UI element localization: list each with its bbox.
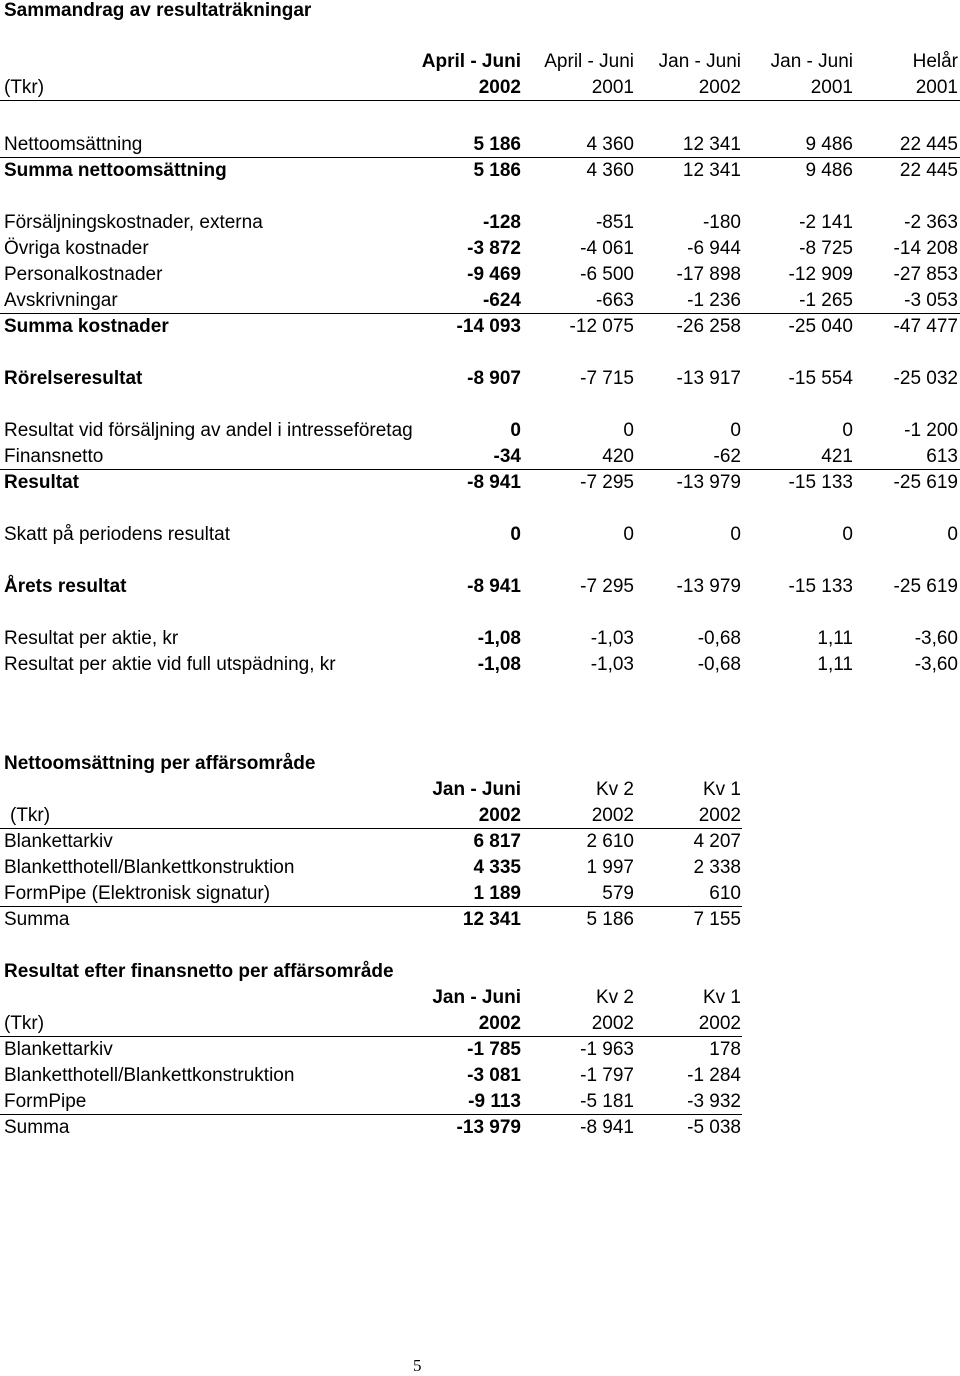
cell-apr-jun-2001: 4 360 [586,134,634,155]
header-year-apr-jun-2002: 2002 [478,77,521,98]
header-unit: (Tkr) [4,1013,45,1034]
cell-apr-jun-2002: -9 469 [467,264,521,285]
row-personalkostnader [0,262,960,288]
cell-jan-jun-2001: -8 725 [799,238,853,259]
cell-jan-jun-2002: -3 081 [467,1065,521,1086]
cell-apr-jun-2001: -12 075 [569,316,634,337]
cell-apr-jun-2002: -8 907 [467,368,521,389]
row-label: Personalkostnader [4,264,163,285]
row-label: Rörelseresultat [4,368,143,389]
row-finansnetto [0,444,960,470]
cell-jan-jun-2002: -17 898 [676,264,741,285]
cell-full-year-2001: -47 477 [893,316,958,337]
row-spacer [0,548,960,574]
cell-jan-jun-2002: -1 236 [687,290,741,311]
row-ovriga-kostnader [0,236,960,262]
header-full-year-2001: Helår [912,51,958,72]
cell-jan-jun-2002: 6 817 [473,831,521,852]
cell-q2-2002: 579 [602,883,634,904]
cell-jan-jun-2001: 1,11 [817,628,853,649]
cell-jan-jun-2001: 0 [842,420,853,441]
cell-apr-jun-2001: -6 500 [580,264,634,285]
income-summary-header [0,49,960,101]
cell-jan-jun-2002: -0,68 [697,654,741,675]
cell-jan-jun-2001: 9 486 [805,134,853,155]
cell-full-year-2001: 613 [926,446,958,467]
cell-jan-jun-2002: -6 944 [687,238,741,259]
header-jan-jun-2001: Jan - Juni [770,51,853,72]
cell-apr-jun-2002: 0 [510,524,521,545]
section-title-revenue-by-segment: Nettoomsättning per affärsområde [4,753,316,774]
cell-jan-jun-2002: -180 [702,212,741,233]
header-jan-jun-2002: Jan - Juni [432,987,521,1008]
cell-jan-jun-2001: -15 133 [788,576,853,597]
income-summary-table [0,132,960,678]
cell-apr-jun-2002: 5 186 [473,160,521,181]
header-year-row [0,1011,742,1037]
header-q2-2002: Kv 2 [595,987,634,1008]
header-year-jan-jun-2002: 2002 [698,77,741,98]
row-label: Resultat per aktie vid full utspädning, kr [4,654,336,675]
header-blank [0,49,420,75]
segment-tables [0,751,742,1141]
row-label: Summa kostnader [4,316,169,337]
row-avskrivningar [0,288,960,314]
cell-jan-jun-2001: 9 486 [805,160,853,181]
cell-apr-jun-2002: -34 [493,446,521,467]
row-spacer [0,933,742,959]
cell-jan-jun-2002: 12 341 [462,909,521,930]
cell-jan-jun-2002: -62 [713,446,741,467]
row-resultat-per-aktie [0,626,960,652]
cell-apr-jun-2002: -8 941 [467,576,521,597]
cell-apr-jun-2002: 5 186 [473,134,521,155]
cell-q2-2002: -1 963 [580,1039,634,1060]
header-jan-jun-2002: Jan - Juni [658,51,741,72]
cell-full-year-2001: -1 200 [904,420,958,441]
cell-q1-2002: 7 155 [693,909,741,930]
cell-apr-jun-2001: 420 [602,446,634,467]
header-jan-jun-2002: Jan - Juni [432,779,521,800]
row-label: Blankettarkiv [4,1039,113,1060]
cell-apr-jun-2001: -7 295 [580,576,634,597]
cell-jan-jun-2002: 4 335 [473,857,521,878]
row-label: Resultat per aktie, kr [4,628,179,649]
section-title-result-by-segment: Resultat efter finansnetto per affärsområde [4,961,394,982]
cell-jan-jun-2001: 0 [842,524,853,545]
page-title: Sammandrag av resultaträkningar [4,0,312,21]
row-formpipe [0,1089,742,1115]
header-year-full-year-2001: 2001 [915,77,958,98]
cell-q2-2002: -8 941 [580,1117,634,1138]
cell-q1-2002: 4 207 [693,831,741,852]
row-label: Blanketthotell/Blankettkonstruktion [4,1065,295,1086]
row-label: Nettoomsättning [4,134,143,155]
cell-jan-jun-2002: -26 258 [676,316,741,337]
row-label: FormPipe [4,1091,87,1112]
cell-q1-2002: -3 932 [687,1091,741,1112]
cell-jan-jun-2001: -25 040 [788,316,853,337]
header-year-jan-jun-2001: 2001 [810,77,853,98]
row-spacer [0,392,960,418]
cell-q1-2002: -5 038 [687,1117,741,1138]
cell-jan-jun-2002: -13 979 [676,472,741,493]
cell-apr-jun-2001: 0 [623,524,634,545]
cell-apr-jun-2001: -7 715 [580,368,634,389]
cell-jan-jun-2002: 0 [730,420,741,441]
cell-jan-jun-2002: -1 785 [467,1039,521,1060]
cell-apr-jun-2002: 0 [510,420,521,441]
cell-jan-jun-2002: -13 979 [456,1117,521,1138]
row-label: Resultat [4,472,79,493]
header-year-apr-jun-2001: 2001 [591,77,634,98]
header-year-q2-2002: 2002 [591,805,634,826]
row-blankettarkiv [0,1037,742,1063]
row-label: Blankettarkiv [4,831,113,852]
cell-full-year-2001: -2 363 [904,212,958,233]
header-blank [0,985,420,1011]
header-year-row [0,75,960,101]
header-q2-2002: Kv 2 [595,779,634,800]
cell-apr-jun-2001: 4 360 [586,160,634,181]
header-period-row [0,49,960,75]
row-label: Blanketthotell/Blankettkonstruktion [4,857,295,878]
cell-apr-jun-2002: -128 [482,212,521,233]
row-blanketthotell [0,855,742,881]
row-label: Övriga kostnader [4,238,149,259]
row-label: Summa [4,909,70,930]
row-forsaljningskostnader-externa [0,210,960,236]
header-apr-jun-2002: April - Juni [421,51,521,72]
cell-jan-jun-2002: 0 [730,524,741,545]
row-label: Resultat vid försäljning av andel i intresseföretag [4,420,413,441]
cell-q1-2002: 2 338 [693,857,741,878]
header-period-row [0,985,742,1011]
row-label: Summa nettoomsättning [4,160,227,181]
cell-apr-jun-2001: 0 [623,420,634,441]
cell-jan-jun-2001: -2 141 [799,212,853,233]
cell-full-year-2001: -3,60 [914,628,958,649]
header-unit: (Tkr) [10,805,51,826]
cell-apr-jun-2001: -7 295 [580,472,634,493]
cell-q2-2002: -1 797 [580,1065,634,1086]
cell-jan-jun-2001: -15 554 [788,368,853,389]
cell-q2-2002: -5 181 [580,1091,634,1112]
row-label: Årets resultat [4,576,127,597]
cell-jan-jun-2001: 1,11 [817,654,853,675]
cell-apr-jun-2002: -1,08 [477,628,521,649]
header-year-q1-2002: 2002 [698,1013,741,1034]
row-resultat [0,470,960,496]
cell-q1-2002: 610 [709,883,741,904]
cell-jan-jun-2002: -9 113 [468,1091,521,1112]
cell-jan-jun-2001: -15 133 [788,472,853,493]
cell-jan-jun-2002: -13 979 [676,576,741,597]
row-summa-kostnader [0,314,960,340]
header-year-q2-2002: 2002 [591,1013,634,1034]
cell-apr-jun-2002: -14 093 [456,316,521,337]
header-year-jan-jun-2002: 2002 [478,1013,521,1034]
row-formpipe [0,881,742,907]
cell-jan-jun-2002: 12 341 [682,134,741,155]
row-label: Summa [4,1117,70,1138]
row-summa-nettoomsattning [0,158,960,184]
row-label: Avskrivningar [4,290,118,311]
row-summa [0,1115,742,1141]
cell-full-year-2001: -25 619 [893,472,958,493]
cell-full-year-2001: 22 445 [899,160,958,181]
row-label: Försäljningskostnader, externa [4,212,263,233]
header-q1-2002: Kv 1 [702,987,741,1008]
cell-full-year-2001: -25 619 [893,576,958,597]
cell-full-year-2001: -14 208 [893,238,958,259]
cell-apr-jun-2001: -1,03 [590,654,634,675]
header-year-jan-jun-2002: 2002 [478,805,521,826]
row-label: FormPipe (Elektronisk signatur) [4,883,271,904]
row-label: Finansnetto [4,446,104,467]
cell-full-year-2001: -25 032 [893,368,958,389]
row-rorelseresultat [0,366,960,392]
cell-q2-2002: 2 610 [586,831,634,852]
row-spacer [0,184,960,210]
cell-apr-jun-2002: -3 872 [467,238,521,259]
cell-jan-jun-2001: -12 909 [788,264,853,285]
cell-full-year-2001: 22 445 [899,134,958,155]
cell-apr-jun-2002: -8 941 [467,472,521,493]
cell-full-year-2001: 0 [947,524,958,545]
row-arets-resultat [0,574,960,600]
row-spacer [0,496,960,522]
cell-apr-jun-2001: -851 [595,212,634,233]
cell-jan-jun-2001: 421 [821,446,853,467]
cell-jan-jun-2001: -1 265 [799,290,853,311]
header-year-q1-2002: 2002 [698,805,741,826]
row-spacer [0,340,960,366]
row-summa [0,907,742,933]
cell-apr-jun-2002: -1,08 [477,654,521,675]
cell-jan-jun-2002: -0,68 [697,628,741,649]
header-blank [0,777,420,803]
cell-apr-jun-2001: -663 [595,290,634,311]
cell-jan-jun-2002: -13 917 [676,368,741,389]
cell-jan-jun-2002: 12 341 [682,160,741,181]
row-spacer [0,600,960,626]
cell-full-year-2001: -27 853 [893,264,958,285]
page-number: 5 [413,1356,422,1375]
row-skatt [0,522,960,548]
row-blankettarkiv [0,829,742,855]
header-year-row [0,803,742,829]
cell-q2-2002: 1 997 [586,857,634,878]
row-label: Skatt på periodens resultat [4,524,231,545]
cell-jan-jun-2002: 1 189 [473,883,521,904]
cell-q1-2002: 178 [709,1039,741,1060]
cell-full-year-2001: -3 053 [904,290,958,311]
cell-q2-2002: 5 186 [586,909,634,930]
row-blanketthotell [0,1063,742,1089]
row-nettoomsattning [0,132,960,158]
cell-apr-jun-2001: -1,03 [590,628,634,649]
cell-q1-2002: -1 284 [687,1065,741,1086]
header-unit: (Tkr) [4,77,45,98]
row-resultat-per-aktie-utspadning [0,652,960,678]
row-resultat-intresseforetag [0,418,960,444]
cell-apr-jun-2001: -4 061 [580,238,634,259]
cell-apr-jun-2002: -624 [482,290,521,311]
header-apr-jun-2001: April - Juni [544,51,634,72]
header-q1-2002: Kv 1 [702,779,741,800]
header-period-row [0,777,742,803]
cell-full-year-2001: -3,60 [914,654,958,675]
